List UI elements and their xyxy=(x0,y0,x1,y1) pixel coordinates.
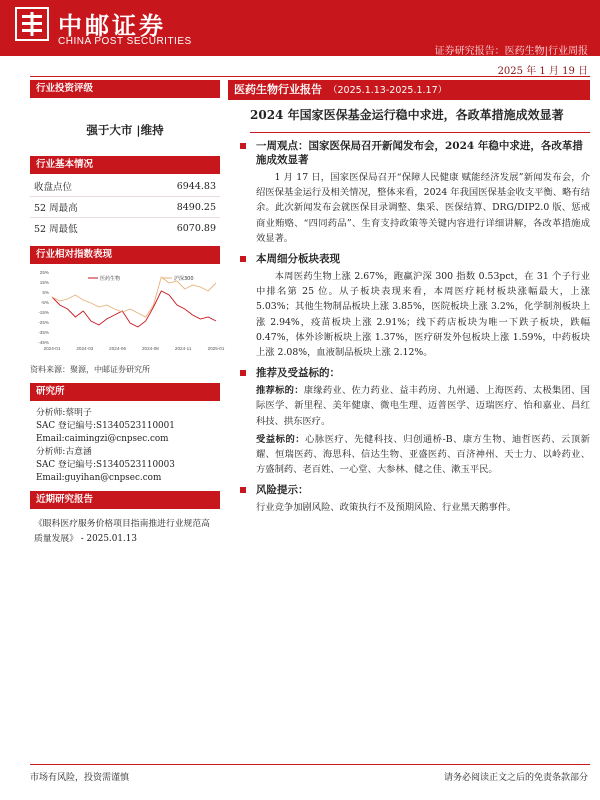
bullet-icon xyxy=(240,143,246,149)
divider xyxy=(30,76,590,77)
bullet-icon xyxy=(240,256,246,262)
analyst-line: SAC 登记编号:S1340523110001 xyxy=(36,421,175,431)
section-recommendations xyxy=(228,366,590,477)
divider xyxy=(250,132,590,133)
series-line-pharma xyxy=(52,291,216,327)
analyst-line: 分析师:古意涵 xyxy=(36,447,92,457)
series-line-csi300 xyxy=(52,277,216,317)
table-row xyxy=(30,218,220,239)
paragraph: 1 月 17 日，国家医保局召开“保障人民健康 赋能经济发展”新闻发布会，介绍医保基金运行及相关情况，整体来看，2024 年我国医保基金收支平衡、略有结余。此次新闻发布会就医保目录调整、集采、医保结算、DRG/DIP2.0 版、惩戒商业贿赂、“四同药品”、生育支持政策等关键内容进行详细讲解，各改革措施成效显著。 xyxy=(256,172,590,244)
section-heading: 一周观点：国家医保局召开新闻发布会，2024 年稳中求进，各改革措施成效显著 xyxy=(256,140,583,166)
report-date: 2025 年 1 月 19 日 xyxy=(497,66,588,77)
relative-index-chart xyxy=(30,268,225,354)
analyst-list xyxy=(30,401,220,491)
analyst-email[interactable]: Email:caimingzi@cnpsec.com xyxy=(36,434,169,444)
basics-section-title: 行业基本情况 xyxy=(30,156,220,174)
basics-value: 6944.83 xyxy=(176,180,216,192)
paragraph: 行业竞争加剧风险、政策执行不及预期风险、行业黑天鹅事件。 xyxy=(256,502,517,514)
report-title: 医药生物行业报告 xyxy=(234,83,322,96)
y-tick-label: -5% xyxy=(40,300,49,305)
basics-value: 6070.89 xyxy=(129,218,220,239)
x-tick-label: 2024-01 xyxy=(43,346,61,351)
beneficiary-text: 心脉医疗、先健科技、归创通桥-B、康方生物、迪哲医药、云顶新耀、恒瑞医药、海思科、信达生物、亚盛医药、百济神州、天士力、以岭药业、方盛制药、老百姓、一心堂、大参林、健之佳、漱玉平民。 xyxy=(256,433,590,476)
recent-report-link[interactable]: 《眼科医疗服务价格项目指南推进行业规范高质量发展》 - 2025.01.13 xyxy=(34,519,210,544)
recommend-lead: 推荐标的： xyxy=(256,385,304,397)
x-tick-label: 2024-08 xyxy=(141,346,159,351)
basics-label: 52 周最低 xyxy=(30,218,129,239)
rating-value: 强于大市 |维持 xyxy=(86,123,164,137)
recent-section-title: 近期研究报告 xyxy=(30,491,220,509)
legend-label: 沪深300 xyxy=(174,276,194,282)
analyst-line: 分析师:蔡明子 xyxy=(36,408,92,418)
legend-label: 医药生物 xyxy=(100,276,121,282)
y-tick-label: 5% xyxy=(42,290,49,295)
brand-name-cn: 中邮证券 xyxy=(58,12,166,40)
rating-section-title: 行业投资评级 xyxy=(30,80,220,98)
divider xyxy=(30,764,590,765)
chart-source: 资料来源：聚源，中邮证券研究所 xyxy=(30,365,150,374)
x-tick-label: 2025-01 xyxy=(207,346,225,351)
y-tick-label: 25% xyxy=(39,270,49,275)
analyst-section-title: 研究所 xyxy=(30,383,220,401)
footer-risk-note: 市场有风险，投资需谨慎 xyxy=(30,773,130,783)
paragraph xyxy=(256,432,590,478)
recommend-text: 康缘药业、佐力药业、益丰药房、九州通、上海医药、太极集团、国际医学、新里程、美年健康、微电生理、迈普医学、迈瑞医疗、怡和嘉业、昌红科技、拱东医疗。 xyxy=(256,385,590,427)
china-post-logo-icon xyxy=(14,6,50,42)
footer-disclaimer: 请务必阅读正文之后的免责条款部分 xyxy=(443,773,588,783)
report-title-bar xyxy=(228,80,590,100)
beneficiary-lead: 受益标的： xyxy=(256,433,306,445)
paragraph xyxy=(256,383,590,429)
table-row xyxy=(30,176,220,197)
y-tick-label: -45% xyxy=(38,340,49,345)
analyst-email[interactable]: Email:guyihan@cnpsec.com xyxy=(36,473,162,483)
section-heading: 推荐及受益标的： xyxy=(256,367,340,380)
section-risk xyxy=(228,483,590,515)
basics-table xyxy=(30,176,220,238)
section-heading: 风险提示： xyxy=(256,484,309,497)
basics-label: 52 周最高 xyxy=(30,197,129,218)
section-sub-sector xyxy=(228,252,590,360)
x-tick-label: 2024-11 xyxy=(174,346,192,351)
headline: 2024 年国家医保基金运行稳中求进，各政革措施成效显著 xyxy=(250,108,564,122)
chart-section-title: 行业相对指数表现 xyxy=(30,246,220,264)
basics-label: 收盘点位 xyxy=(34,182,73,193)
section-weekly-view xyxy=(228,139,590,246)
report-header xyxy=(0,0,600,56)
bullet-icon xyxy=(240,487,246,493)
main-content xyxy=(228,80,590,516)
report-range: （2025.1.13-2025.1.17） xyxy=(328,85,448,96)
y-tick-label: -15% xyxy=(38,310,49,315)
section-heading: 本周细分板块表现 xyxy=(256,253,340,266)
left-sidebar xyxy=(30,80,225,547)
y-tick-label: -35% xyxy=(38,330,49,335)
y-tick-label: 15% xyxy=(39,280,49,285)
analyst-line: SAC 登记编号:S1340523110003 xyxy=(36,460,175,470)
brand-name-en: CHINA POST SECURITIES xyxy=(58,36,192,47)
table-row xyxy=(30,197,220,218)
bullet-icon xyxy=(240,370,246,376)
basics-value: 8490.25 xyxy=(129,197,220,218)
x-tick-label: 2024-03 xyxy=(76,346,94,351)
paragraph: 本周医药生物上涨 2.67%，跑赢沪深 300 指数 0.53pct，在 31 个子行业中排名第 25 位。从子板块表现来看，本周医疗耗材板块涨幅最大，上涨 5.03%；其他生物制品板块上涨 3.85%，医院板块上涨 3.2%，化学制剂板块上涨 2.94%，疫苗板块上涨 2.91%；线下药店板块为唯一下跌子板块，跌幅 0.47%，体外诊断板块上涨 1.37%，医疗研发外包板块上涨 1.59%，中药板块上涨 2.08%，血液制品板块上涨 2.12%。 xyxy=(256,271,590,359)
x-tick-label: 2024-06 xyxy=(109,346,127,351)
y-tick-label: -25% xyxy=(38,320,49,325)
report-type: 证券研究报告：医药生物|行业周报 xyxy=(434,46,588,57)
